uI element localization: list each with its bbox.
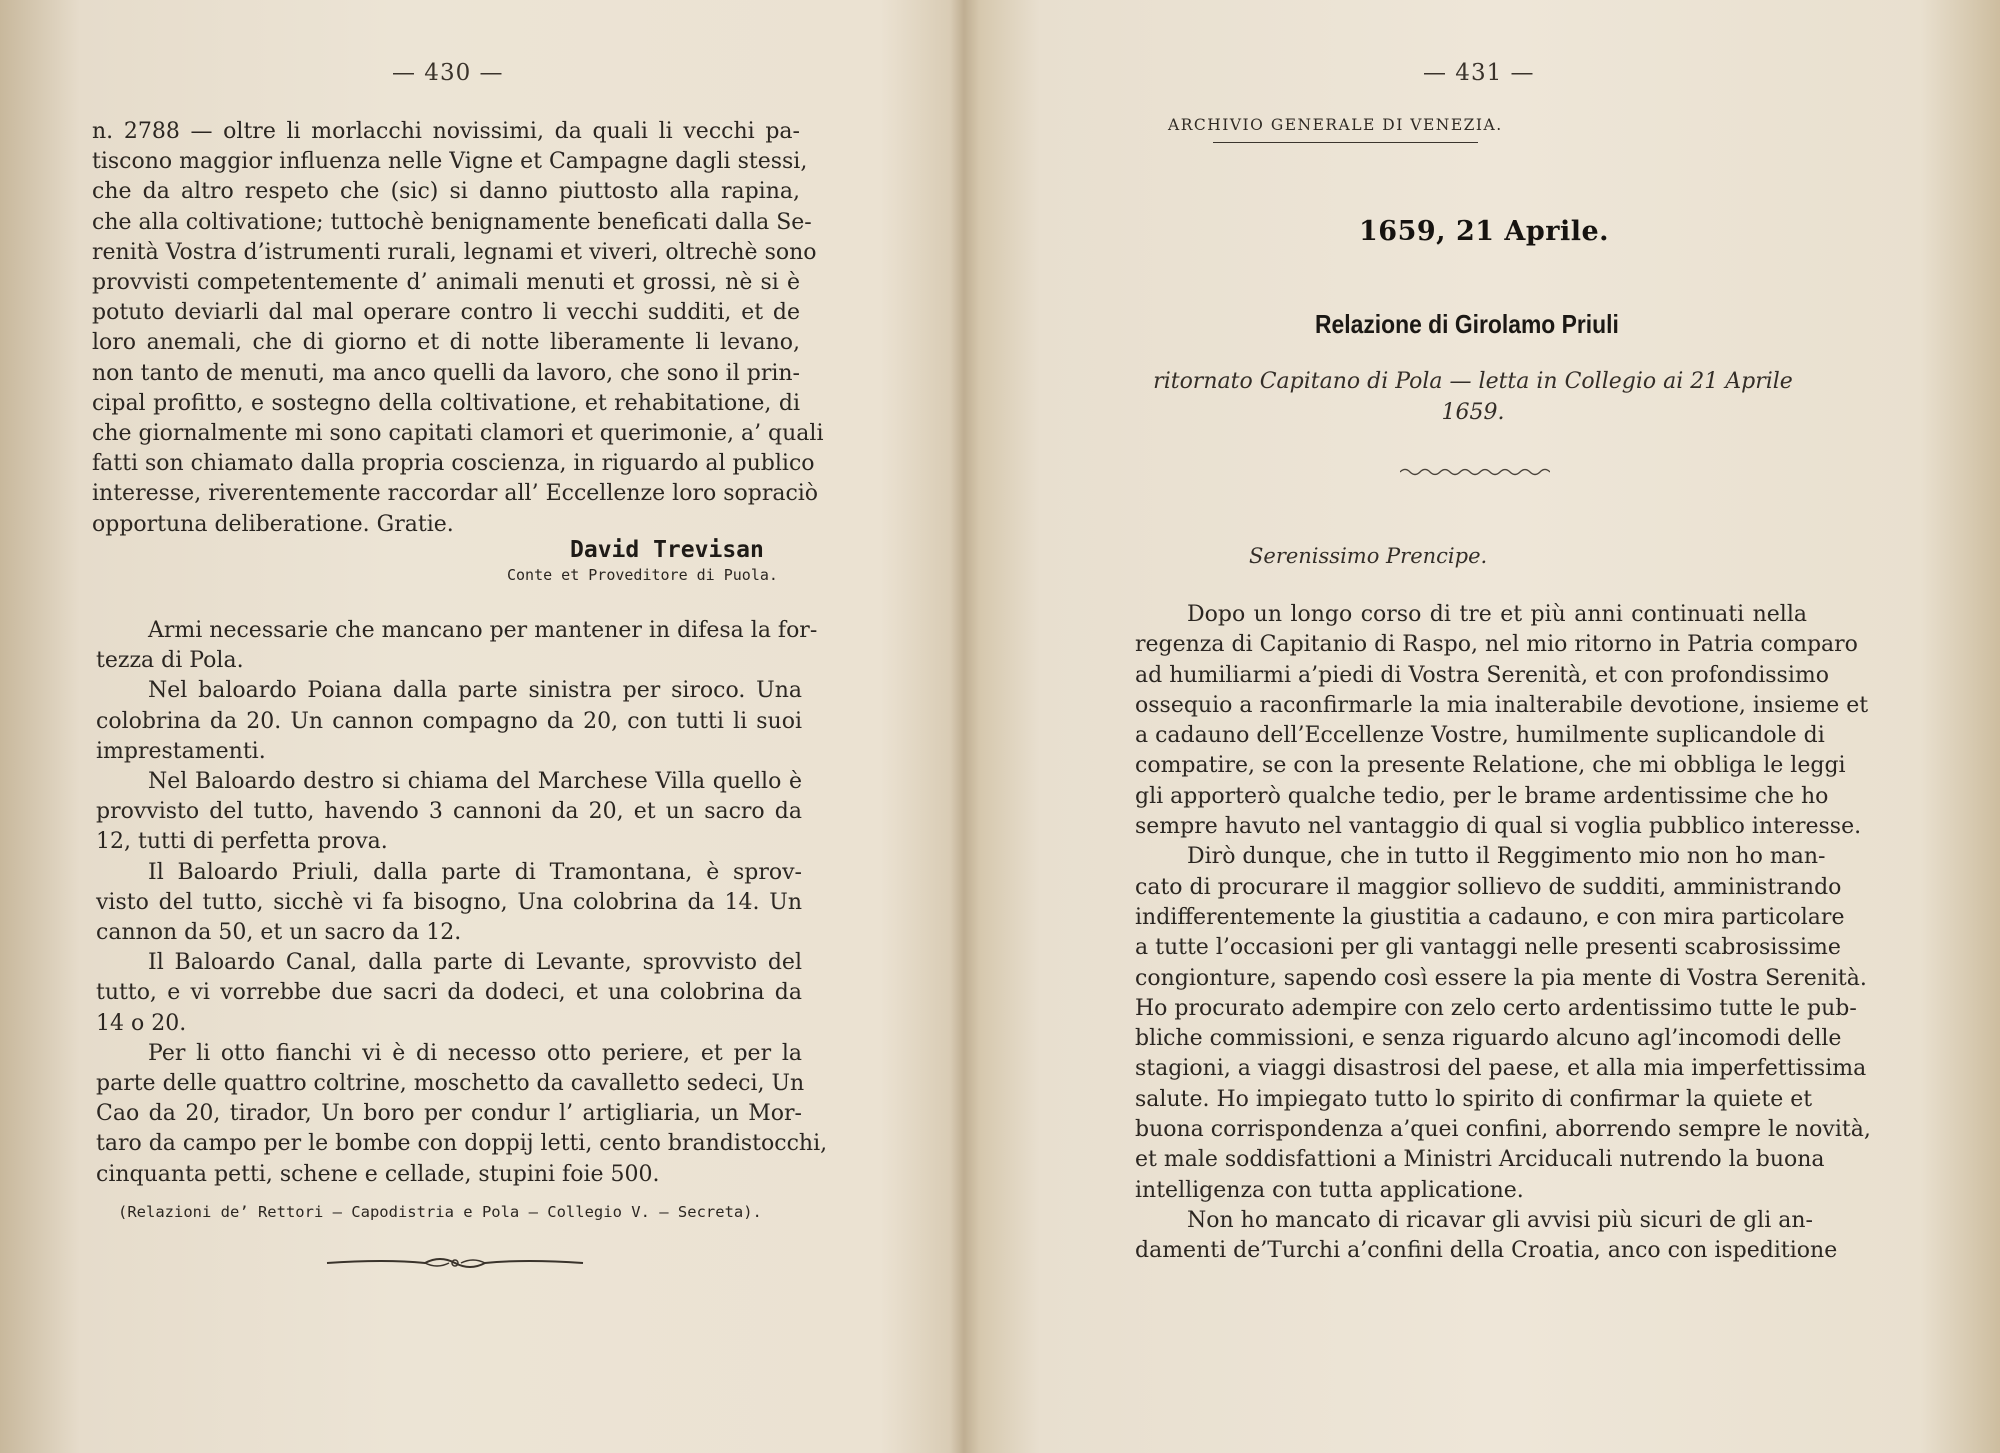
- text-line: n. 2788 — oltre li morlacchi novissimi, da quali li vecchi pa-: [92, 119, 800, 144]
- text-line: non tanto de menuti, ma anco quelli da lavoro, che sono il prin-: [92, 360, 800, 386]
- text-line: cannon da 50, et un sacro da 12.: [96, 920, 462, 946]
- text-line: congionture, sapendo così essere la pia mente di Vostra Serenità.: [1135, 965, 1867, 991]
- text-line: regenza di Capitanio di Raspo, nel mio ritorno in Patria comparo: [1135, 632, 1858, 658]
- text-line: che giornalmente mi sono capitati clamori et querimonie, a’ quali: [92, 421, 824, 447]
- text-line: sempre havuto nel vantaggio di qual si voglia pubblico interesse.: [1135, 814, 1862, 840]
- document-title: Relazione di Girolamo Priuli: [1315, 309, 1619, 339]
- text-line: Dirò dunque, che in tutto il Reggimento mio non ho man-: [1187, 844, 1826, 870]
- text-line: cinquanta petti, schene e cellade, stupini foie 500.: [96, 1161, 660, 1187]
- text-line: et male soddisfattioni a Ministri Arciducali nutrendo la buona: [1135, 1147, 1825, 1173]
- text-line: a cadauno dell’Eccellenze Vostre, humilmente suplicandole di: [1135, 723, 1825, 749]
- text-line: buona corrispondenza a’quei confini, aborrendo sempre le novità,: [1135, 1117, 1871, 1143]
- text-line: Armi necessarie che mancano per mantener in difesa la for-: [148, 618, 818, 643]
- text-line: gli apporterò qualche tedio, per le brame ardentissime che ho: [1135, 783, 1829, 809]
- opening-paragraph: [92, 117, 824, 540]
- text-line: loro anemali, che di giorno et di notte liberamente li levano,: [92, 330, 800, 356]
- text-line: renità Vostra d’istrumenti rurali, legnami et viveri, oltrechè sono: [92, 239, 817, 265]
- salutation: Serenissimo Prencipe.: [1249, 544, 1488, 568]
- text-line: tezza di Pola.: [96, 648, 244, 674]
- archive-header: ARCHIVIO GENERALE DI VENEZIA.: [1168, 116, 1503, 134]
- text-line: tutto, e vi vorrebbe due sacri da dodeci, et una colobrina da: [96, 980, 802, 1006]
- text-line: a tutte l’occasioni per gli vantaggi nelle presenti scabrosissime: [1135, 935, 1841, 961]
- signature-name: David Trevisan: [570, 537, 764, 563]
- text-line: tiscono maggior influenza nelle Vigne et Campagne dagli stessi,: [92, 149, 808, 175]
- text-line: Cao da 20, tirador, Un boro per condur l’ artigliaria, un Mor-: [96, 1101, 802, 1127]
- document-subtitle: ritornato Capitano di Pola — letta in Collegio ai 21 Aprile 1659.: [1153, 369, 1793, 425]
- text-line: salute. Ho impiegato tutto lo spirito di confirmar la quiete et: [1135, 1086, 1813, 1112]
- text-line: cipal profitto, e sostegno della coltivatione, et rehabitatione, di: [92, 390, 800, 416]
- text-line: 12, tutti di perfetta prova.: [96, 829, 388, 855]
- text-line: 14 o 20.: [96, 1010, 187, 1036]
- text-line: Non ho mancato di ricavar gli avvisi più sicuri de gli an-: [1187, 1207, 1813, 1233]
- text-line: Nel baloardo Poiana dalla parte sinistra per siroco. Una: [148, 678, 802, 704]
- text-line: Nel Baloardo destro si chiama del Marchese Villa quello è: [148, 769, 802, 795]
- text-line: parte delle quattro coltrine, moschetto da cavalletto sedeci, Un: [96, 1071, 805, 1097]
- text-line: cato di procurare il maggior sollievo de sudditi, amministrando: [1135, 874, 1842, 900]
- text-line: interesse, riverentemente raccordar all’ Eccellenze loro sopraciò: [92, 481, 819, 507]
- text-line: taro da campo per le bombe con doppij letti, cento brandistocchi,: [96, 1131, 828, 1157]
- text-line: Il Baloardo Canal, dalla parte di Levante, sprovvisto del: [148, 950, 802, 976]
- text-line: imprestamenti.: [96, 738, 266, 764]
- text-line: fatti son chiamato dalla propria coscienza, in riguardo al publico: [92, 451, 815, 477]
- text-line: provvisto del tutto, havendo 3 cannoni da 20, et un sacro da: [96, 799, 802, 825]
- page-number-right: — 431 —: [1423, 60, 1535, 86]
- text-line: opportuna deliberatione. Gratie.: [92, 511, 454, 537]
- text-line: ossequio a raconfirmarle la mia inalterabile devotione, insieme et: [1135, 692, 1869, 718]
- text-line: Ho procurato adempire con zelo certo ardentissimo tutte le pub-: [1135, 995, 1857, 1021]
- date-heading: 1659, 21 Aprile.: [1359, 216, 1610, 247]
- text-line: Il Baloardo Priuli, dalla parte di Tramontana, è sprov-: [148, 859, 802, 885]
- page-number-left: — 430 —: [392, 60, 504, 86]
- text-line: ad humiliarmi a’piedi di Vostra Serenità, et con profondissimo: [1135, 662, 1829, 688]
- text-line: bliche commissioni, e senza riguardo alcuno agl’incomodi delle: [1135, 1026, 1842, 1052]
- armi-section: [96, 616, 828, 1190]
- wavy-divider-icon: [1400, 466, 1550, 478]
- text-line: colobrina da 20. Un cannon compagno da 20, con tutti li suoi: [96, 708, 802, 734]
- text-line: potuto deviarli dal mal operare contro li vecchi sudditi, et de: [92, 300, 800, 326]
- text-line: compatire, se con la presente Relatione, che mi obbliga le leggi: [1135, 753, 1846, 779]
- signature-title: Conte et Proveditore di Puola.: [507, 566, 778, 584]
- source-note: (Relazioni de’ Rettori — Capodistria e Pola — Collegio V. — Secreta).: [118, 1203, 762, 1221]
- text-line: che da altro respeto che (sic) si danno piuttosto alla rapina,: [92, 179, 800, 205]
- text-line: damenti de’Turchi a’confini della Croatia, anco con ispeditione: [1135, 1238, 1838, 1264]
- text-line: intelligenza con tutta applicatione.: [1135, 1177, 1524, 1203]
- ornament-flourish-icon: [325, 1253, 585, 1273]
- text-line: indifferentemente la giustitia a cadauno, e con mira particolare: [1135, 904, 1845, 930]
- text-line: visto del tutto, sicchè vi fa bisogno, Una colobrina da 14. Un: [96, 889, 802, 915]
- relation-body: [1135, 600, 1871, 1267]
- left-page: [0, 0, 960, 1453]
- text-line: che alla coltivatione; tuttochè benignamente beneficati dalla Se-: [92, 209, 812, 235]
- text-line: stagioni, a viaggi disastrosi del paese, et alla mia imperfettissima: [1135, 1056, 1867, 1082]
- text-line: provvisti competentemente d’ animali menuti et grossi, nè si è: [92, 270, 800, 296]
- text-line: Per li otto fianchi vi è di necesso otto periere, et per la: [148, 1040, 802, 1066]
- right-page: [965, 0, 2000, 1453]
- text-line: Dopo un longo corso di tre et più anni continuati nella: [1187, 602, 1807, 627]
- header-rule: [1213, 142, 1478, 143]
